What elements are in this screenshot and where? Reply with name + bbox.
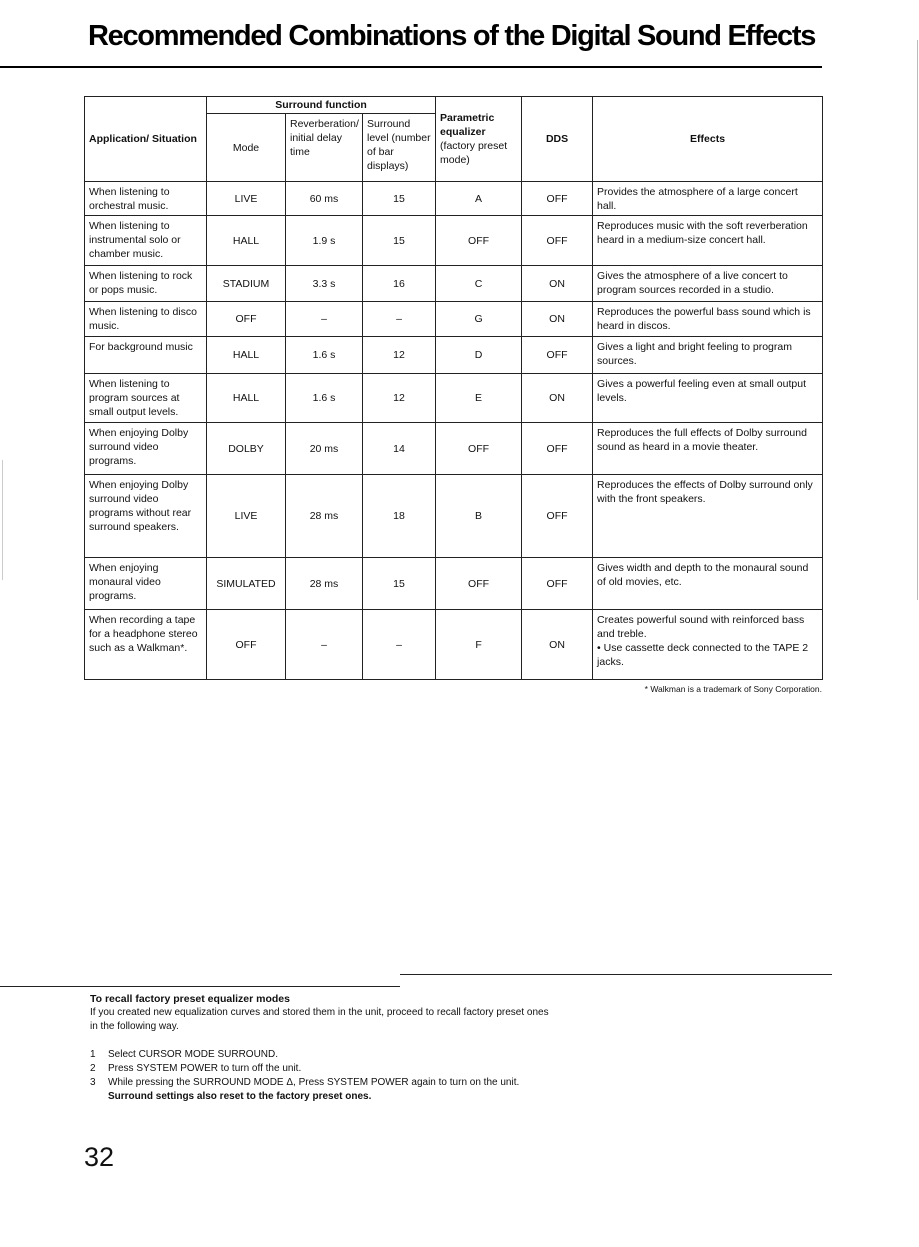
level-cell: 14 (363, 423, 436, 475)
application-header: Application/ Situation (85, 97, 207, 182)
table-row (85, 337, 823, 374)
scan-edge-right (917, 40, 918, 600)
equalizer-cell: B (436, 475, 522, 558)
effects-cell: Gives the atmosphere of a live concert to program sources recorded in a studio. (593, 266, 823, 302)
table-row (85, 475, 823, 558)
table-row (85, 302, 823, 337)
equalizer-cell: A (436, 182, 522, 216)
delay-cell: – (286, 610, 363, 680)
dds-cell: ON (522, 302, 593, 337)
application-cell: When enjoying monaural video programs. (85, 558, 207, 610)
reverberation-header: Reverberation/ initial delay time (286, 114, 363, 182)
dds-cell: ON (522, 610, 593, 680)
delay-cell: 28 ms (286, 558, 363, 610)
recall-heading: To recall factory preset equalizer modes (90, 993, 290, 1005)
step-number: 3 (90, 1077, 96, 1088)
dds-cell: OFF (522, 475, 593, 558)
delay-cell: 1.6 s (286, 374, 363, 423)
effects-cell: Reproduces music with the soft reverberation heard in a medium-size concert hall. (593, 216, 823, 266)
level-cell: 12 (363, 337, 436, 374)
effects-cell: Gives width and depth to the monaural sound of old movies, etc. (593, 558, 823, 610)
equalizer-cell: C (436, 266, 522, 302)
effects-text: Creates powerful sound with reinforced bass and treble. (597, 614, 805, 640)
recall-intro: If you created new equalization curves and stored them in the unit, proceed to recall factory preset ones in the following way. (90, 1007, 549, 1032)
level-cell: 16 (363, 266, 436, 302)
step-text: Select CURSOR MODE SURROUND. (108, 1049, 279, 1060)
dds-cell: OFF (522, 558, 593, 610)
parametric-equalizer-label: Parametric equalizer (440, 112, 495, 138)
delay-cell: 20 ms (286, 423, 363, 475)
mode-cell: SIMULATED (207, 558, 286, 610)
delay-cell: 1.6 s (286, 337, 363, 374)
application-cell: When listening to rock or pops music. (85, 266, 207, 302)
equalizer-cell: OFF (436, 423, 522, 475)
mode-cell: LIVE (207, 475, 286, 558)
page-number: 32 (84, 1142, 115, 1172)
mode-cell: STADIUM (207, 266, 286, 302)
section-divider-left (0, 986, 400, 987)
level-cell: 15 (363, 558, 436, 610)
scan-edge-left (2, 460, 3, 580)
recall-steps (90, 1048, 550, 1090)
equalizer-cell: E (436, 374, 522, 423)
application-cell: When listening to disco music. (85, 302, 207, 337)
equalizer-cell: OFF (436, 216, 522, 266)
combinations-table (84, 96, 823, 680)
effects-cell: Gives a light and bright feeling to program sources. (593, 337, 823, 374)
title-rule (0, 66, 822, 68)
header-row-1 (85, 97, 823, 114)
effects-cell (593, 610, 823, 680)
delay-cell: 60 ms (286, 182, 363, 216)
level-cell: 18 (363, 475, 436, 558)
list-item (90, 1076, 550, 1090)
effects-cell: Reproduces the effects of Dolby surround only with the front speakers. (593, 475, 823, 558)
mode-cell: HALL (207, 374, 286, 423)
application-cell: When listening to instrumental solo or chamber music. (85, 216, 207, 266)
step-number: 1 (90, 1049, 96, 1060)
equalizer-cell: F (436, 610, 522, 680)
mode-cell: OFF (207, 302, 286, 337)
effects-cell: Reproduces the full effects of Dolby surround sound as heard in a movie theater. (593, 423, 823, 475)
application-cell: When recording a tape for a headphone stereo such as a Walkman*. (85, 610, 207, 680)
application-cell: When listening to orchestral music. (85, 182, 207, 216)
effects-cell: Gives a powerful feeling even at small output levels. (593, 374, 823, 423)
mode-cell: OFF (207, 610, 286, 680)
effects-cell: Reproduces the powerful bass sound which is heard in discos. (593, 302, 823, 337)
mode-cell: DOLBY (207, 423, 286, 475)
parametric-equalizer-note: (factory preset mode) (440, 140, 508, 166)
recall-preset-section (90, 992, 550, 1104)
recall-note: Surround settings also reset to the factory preset ones. (108, 1091, 372, 1102)
dds-cell: OFF (522, 216, 593, 266)
table-row (85, 374, 823, 423)
level-cell: – (363, 610, 436, 680)
level-cell: 15 (363, 216, 436, 266)
surround-level-header: Surround level (number of bar displays) (363, 114, 436, 182)
equalizer-cell: G (436, 302, 522, 337)
mode-cell: LIVE (207, 182, 286, 216)
table-row (85, 423, 823, 475)
level-cell: – (363, 302, 436, 337)
table-row (85, 216, 823, 266)
level-cell: 15 (363, 182, 436, 216)
application-cell: When enjoying Dolby surround video programs. (85, 423, 207, 475)
effects-header: Effects (593, 97, 823, 182)
step-text: Press SYSTEM POWER to turn off the unit. (108, 1063, 302, 1074)
delay-cell: 1.9 s (286, 216, 363, 266)
delay-cell: – (286, 302, 363, 337)
parametric-equalizer-header (436, 97, 522, 182)
table-row (85, 266, 823, 302)
level-cell: 12 (363, 374, 436, 423)
table-row (85, 610, 823, 680)
delay-cell: 28 ms (286, 475, 363, 558)
dds-cell: ON (522, 266, 593, 302)
dds-cell: ON (522, 374, 593, 423)
mode-cell: HALL (207, 337, 286, 374)
dds-header: DDS (522, 97, 593, 182)
mode-header: Mode (207, 114, 286, 182)
equalizer-cell: D (436, 337, 522, 374)
mode-cell: HALL (207, 216, 286, 266)
surround-function-header: Surround function (207, 97, 436, 114)
application-cell: For background music (85, 337, 207, 374)
list-item (90, 1048, 550, 1062)
page-title: Recommended Combinations of the Digital Sound Effects (88, 20, 816, 52)
equalizer-cell: OFF (436, 558, 522, 610)
application-cell: When listening to program sources at small output levels. (85, 374, 207, 423)
effects-cell: Provides the atmosphere of a large concert hall. (593, 182, 823, 216)
section-divider-right (400, 974, 832, 975)
application-cell: When enjoying Dolby surround video programs without rear surround speakers. (85, 475, 207, 558)
dds-cell: OFF (522, 423, 593, 475)
step-number: 2 (90, 1063, 96, 1074)
trademark-footnote: * Walkman is a trademark of Sony Corporation. (644, 684, 822, 694)
table-row (85, 182, 823, 216)
table-row (85, 558, 823, 610)
dds-cell: OFF (522, 182, 593, 216)
list-item (90, 1062, 550, 1076)
delay-cell: 3.3 s (286, 266, 363, 302)
effects-bullet: • Use cassette deck connected to the TAPE 2 jacks. (597, 642, 809, 668)
dds-cell: OFF (522, 337, 593, 374)
step-text: While pressing the SURROUND MODE Δ, Press SYSTEM POWER again to turn on the unit. (108, 1077, 520, 1088)
